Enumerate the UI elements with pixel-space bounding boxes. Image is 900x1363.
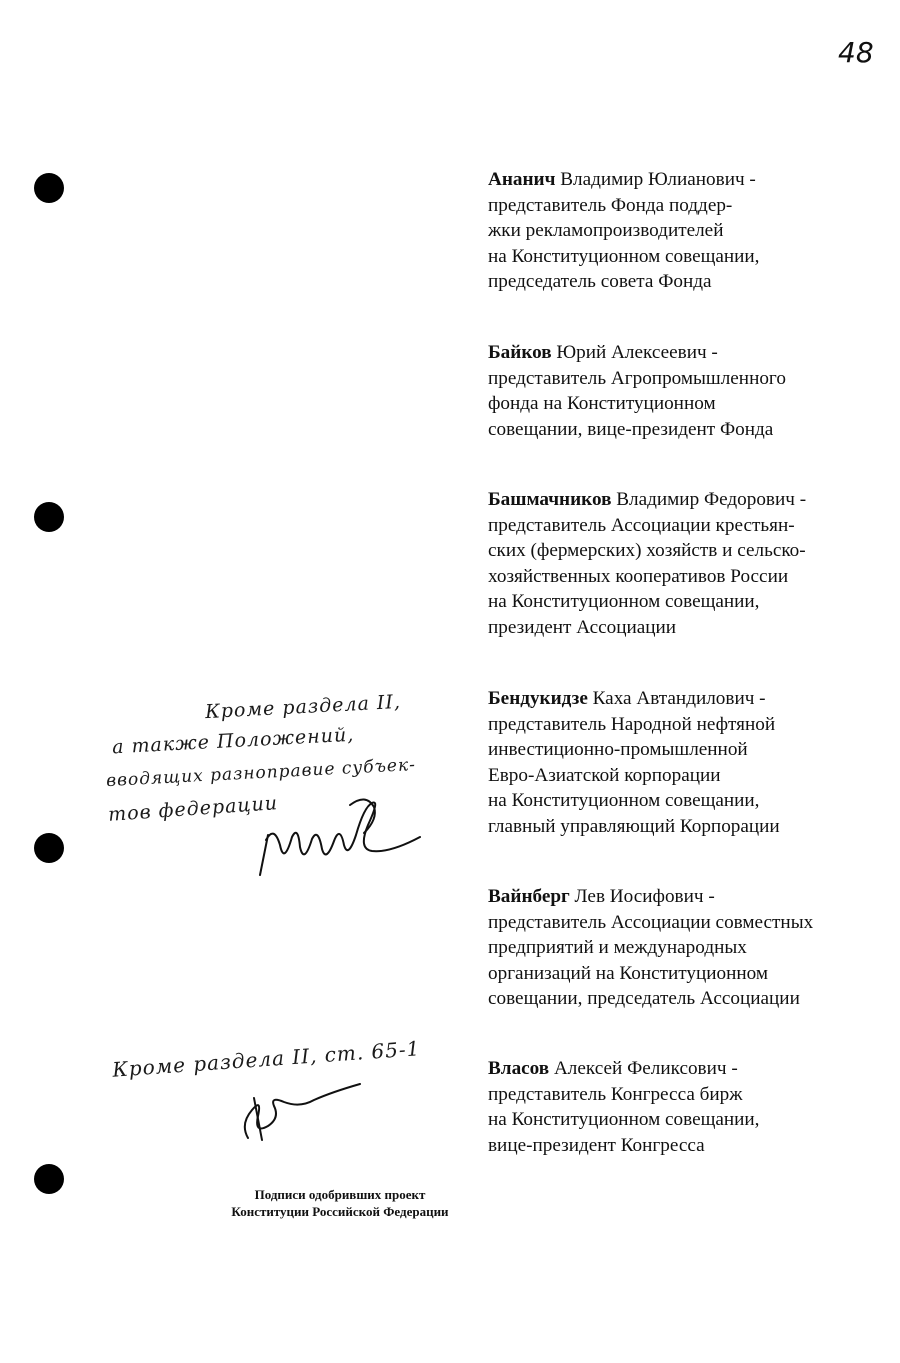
entry-line: ских (фермерских) хозяйств и сельско- xyxy=(488,540,806,562)
entry-line: Каха Автандилович - xyxy=(592,688,766,709)
entry-bashmachnikov xyxy=(488,487,888,641)
entry-line: Юрий Алексеевич - xyxy=(556,342,718,363)
entry-line: Лев Иосифович - xyxy=(574,886,715,907)
binder-hole xyxy=(34,502,64,532)
handwritten-note-line: а также Положений, xyxy=(111,723,355,759)
caption-line: Конституции Российской Федерации xyxy=(231,1204,449,1219)
binder-hole xyxy=(34,173,64,203)
entry-line: Владимир Федорович - xyxy=(616,489,807,510)
entry-line: хозяйственных кооперативов России xyxy=(488,565,789,587)
entry-vainberg xyxy=(488,884,888,1012)
entry-line: Владимир Юлианович - xyxy=(560,169,756,190)
entry-surname: Ананич xyxy=(488,169,556,190)
entry-line: представитель Народной нефтяной xyxy=(488,713,776,735)
entry-line: фонда на Конституционном xyxy=(488,393,716,415)
entry-line: представитель Конгресса бирж xyxy=(488,1083,743,1105)
entry-surname: Бендукидзе xyxy=(488,688,588,709)
entry-line: совещании, вице-президент Фонда xyxy=(488,418,774,440)
entry-line: жки рекламопроизводителей xyxy=(488,220,724,242)
page-number: 48 xyxy=(838,36,874,69)
entry-line: на Конституционном совещании, xyxy=(488,1109,760,1131)
entry-line: главный управляющий Корпорации xyxy=(488,815,780,837)
entry-line: на Конституционном совещании, xyxy=(488,790,760,812)
entry-line: президент Ассоциации xyxy=(488,616,677,638)
signature-bendukidze xyxy=(240,785,440,885)
signature-vlasov xyxy=(228,1080,378,1150)
entry-bendukidze xyxy=(488,686,888,840)
handwritten-note-2: Кроме раздела II, ст. 65-1 xyxy=(111,1036,422,1082)
entry-ananich xyxy=(488,167,888,295)
caption xyxy=(200,1186,480,1220)
entry-line: на Конституционном совещании, xyxy=(488,245,760,267)
handwritten-note-line: тов федерации xyxy=(107,792,279,826)
handwritten-note-line: Кроме раздела II, xyxy=(204,690,402,724)
entry-surname: Вайнберг xyxy=(488,886,570,907)
entry-line: на Конституционном совещании, xyxy=(488,591,760,613)
entry-surname: Башмачников xyxy=(488,489,612,510)
entry-line: председатель совета Фонда xyxy=(488,271,712,293)
entry-line: предприятий и международных xyxy=(488,937,747,959)
entry-line: вице-президент Конгресса xyxy=(488,1134,705,1156)
binder-hole xyxy=(34,1164,64,1194)
entry-line: организаций на Конституционном xyxy=(488,962,769,984)
entry-line: Евро-Азиатской корпорации xyxy=(488,764,721,786)
entry-line: представитель Ассоциации совместных xyxy=(488,911,814,933)
entry-line: совещании, председатель Ассоциации xyxy=(488,988,800,1010)
entry-surname: Байков xyxy=(488,342,552,363)
entry-line: представитель Фонда поддер- xyxy=(488,194,733,216)
entry-line: Алексей Феликсович - xyxy=(553,1058,738,1079)
entry-vlasov xyxy=(488,1056,888,1158)
entry-line: инвестиционно-промышленной xyxy=(488,739,748,761)
entry-line: представитель Ассоциации крестьян- xyxy=(488,514,795,536)
binder-hole xyxy=(34,833,64,863)
caption-line: Подписи одобривших проект xyxy=(254,1187,426,1202)
handwritten-note-line: вводящих разноправие субъек- xyxy=(105,754,417,792)
entry-surname: Власов xyxy=(488,1058,550,1079)
entry-baikov xyxy=(488,340,888,442)
entry-line: представитель Агропромышленного xyxy=(488,367,786,389)
